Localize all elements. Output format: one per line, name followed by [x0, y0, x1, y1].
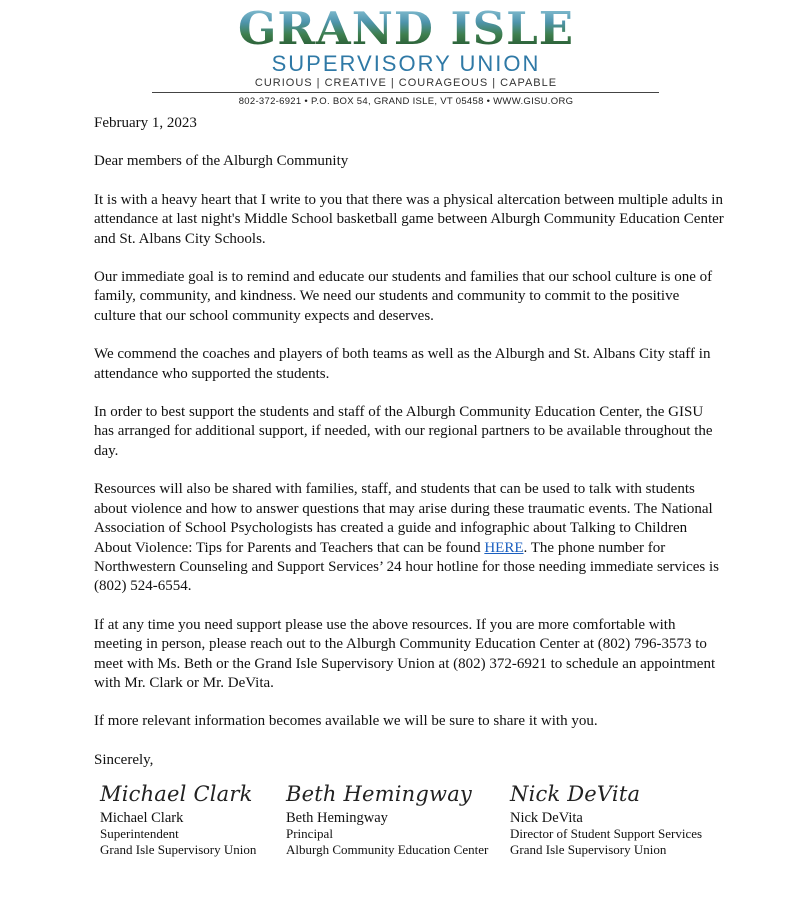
- paragraph-commendation: We commend the coaches and players of both teams as well as the Alburgh and St. Albans City staff in attendance who supported the students.: [94, 346, 711, 382]
- contact-line: 802-372-6921 • P.O. BOX 54, GRAND ISLE, VT 05458 • WWW.GISU.ORG: [238, 96, 574, 107]
- letterhead: [0, 0, 812, 112]
- signatory-organization: Grand Isle Supervisory Union: [510, 841, 667, 857]
- letterhead-divider: [152, 92, 659, 93]
- signature-block-devita: [510, 780, 702, 857]
- signatory-title: Principal: [286, 826, 333, 841]
- handwritten-signature: Beth Hemingway: [286, 782, 472, 806]
- paragraph-contact-support: If at any time you need support please use the above resources. If you are more comfortable with meeting in person, please reach out to the Alburgh Community Education Center at (802) 796-3573 to meet with Ms. Beth or the Grand Isle Supervisory Union at (802) 372-6921 to schedule an appointment with Mr. Clark or Mr. DeVita.: [94, 616, 716, 691]
- sign-off: Sincerely,: [94, 751, 154, 768]
- signatory-name: Beth Hemingway: [286, 810, 388, 826]
- signature-block-clark: [100, 780, 256, 857]
- letter-body: [94, 114, 724, 770]
- signatory-name: Michael Clark: [100, 810, 184, 826]
- resources-text-before: Resources will also be shared with families, staff, and students that can be used to talk with students about violence and how to answer questions that may arise during these traumatic events. The National Association of School Psychologists has created a guide and infographic about Talking to Children About Violence: Tips for Parents and Teachers that can be found: [94, 481, 713, 556]
- letter-date: February 1, 2023: [94, 115, 197, 131]
- signatory-title: Director of Student Support Services: [510, 826, 703, 841]
- paragraph-support: In order to best support the students and staff of the Alburgh Community Education Center, the GISU has arranged for additional support, if needed, with our regional partners to be available throughout the day.: [94, 404, 713, 459]
- paragraph-goal: Our immediate goal is to remind and educate our students and families that our school culture is one of family, community, and kindness. We need our students and community to commit to the positive culture that our school community expects and deserves.: [94, 269, 713, 324]
- signature-block-hemingway: [286, 780, 488, 857]
- salutation: Dear members of the Alburgh Community: [94, 153, 349, 170]
- handwritten-signature: Michael Clark: [100, 782, 253, 806]
- logo-org-name: GRAND ISLE: [0, 6, 812, 52]
- signatory-title: Superintendent: [100, 826, 179, 841]
- signatory-organization: Alburgh Community Education Center: [286, 841, 489, 857]
- signatory-name: Nick DeVita: [510, 810, 583, 826]
- logo-org-subtitle: SUPERVISORY UNION: [271, 51, 541, 76]
- paragraph-incident: It is with a heavy heart that I write to you that there was a physical altercation between multiple adults in attendance at last night's Middle School basketball game between Alburgh Community Education Center and St. Albans City Schools.: [94, 191, 724, 247]
- handwritten-signature: Nick DeVita: [510, 782, 641, 806]
- tagline: CURIOUS | CREATIVE | COURAGEOUS | CAPABLE: [254, 77, 558, 89]
- resources-text-after: . The phone number for Northwestern Counseling and Support Services’ 24 hour hotline for those needing immediate services is (802) 524-6554.: [94, 539, 720, 595]
- resources-here-link[interactable]: HERE: [484, 539, 524, 556]
- signatory-organization: Grand Isle Supervisory Union: [100, 841, 257, 857]
- paragraph-resources: [94, 480, 724, 596]
- paragraph-closing: If more relevant information becomes available we will be sure to share it with you.: [94, 713, 598, 730]
